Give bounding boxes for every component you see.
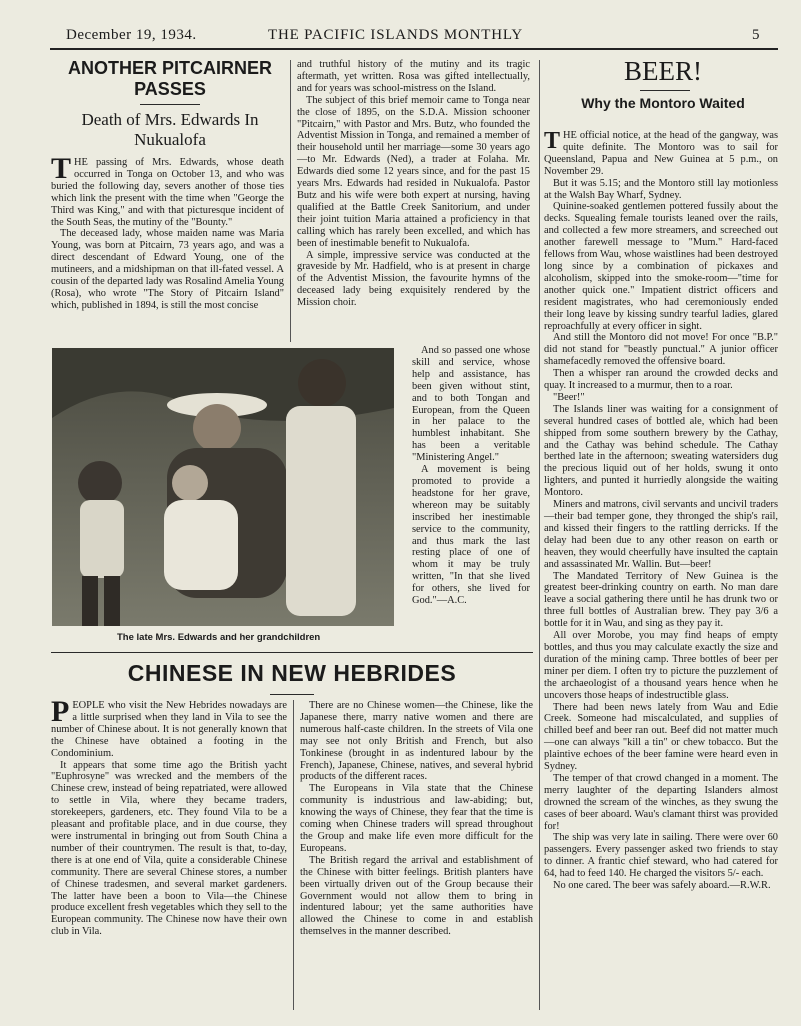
pitcairner-col2-p2: The subject of this brief memoir came to Tonga near the close of 1895, on the S.D.A. Mission schooner "Pitcairn," with Pastor and Mrs. Butz, who founded the Adventist Mission in Tonga, and remained a member of their household until her marriage—some 30 years ago—to Mr. Edwards (Ned), a trader at Folaha. Mr. Edwards died some 12 years since, and for the past 15 years Mrs. Edwards had resided in Nukualofa. Pastor Butz and his wife were both expert at nursing, having qualified at the Battle Creek Sanitorium, and under their joint tuition Maria attained a proficiency in that calling which has rarely been excelled, and which has been of inestimable benefit to Nukualofa. — [297, 94, 530, 249]
header-rule — [50, 48, 778, 50]
pitcairner-col3-p1: And so passed one whose skill and service, whose help and assistance, has been given without stint, and to both Tongan and European, from the Queen in her palace to the humblest inhabitant. She has been a veritable "Ministering Angel." — [412, 345, 530, 464]
beer-p3: Quinine-soaked gentlemen pottered fussily about the decks. Squealing female tourists leaned over the rails, and collected a few more streamers, and screeched out another farewell message to "Mum." Hard-faced fellows from Wau, whose waistlines had been destroyed long since by a combination of pickaxes and alcoholism, skipped into the smoke-room—"time for another quick one." Impatient district officers and resident magistrates, who had ceremoniously ended their long leave by kissing sundry tearful ladies, glared reproachfully at every officer in sight. — [544, 201, 778, 332]
chinese-col1-p1: EOPLE who visit the New Hebrides nowadays are a little surprised when they land in Vila to see the number of Chinese about. It is not generally known that the Chinese have obtained a footing in the Condominium. — [51, 700, 287, 759]
photo-illustration — [52, 348, 394, 626]
beer-p12: The temper of that crowd changed in a moment. The merry laughter of the departing Islanders almost drowned the scream of the winches, as they swung the cases of beer aboard. Wau's clamant thirst was provided for! — [544, 772, 778, 832]
chinese-col2-p3: The British regard the arrival and establishment of the Chinese with bitter feelings. British planters have been virtually driven out of the Group because their Government would not allow them to bring in indentured labour; yet the same authorities have allowed the Chinese to come in and establish themselves in the manner described. — [300, 854, 533, 938]
masthead: THE PACIFIC ISLANDS MONTHLY — [268, 27, 523, 43]
chinese-top-rule — [51, 652, 533, 653]
chinese-col2 — [300, 700, 533, 938]
pitcairner-col2-p1: and truthful history of the mutiny and its tragic aftermath, yet written. Rosa was gifted intellectually, and for years was school-mistress on the Island. — [297, 59, 530, 94]
beer-subhead: Why the Montoro Waited — [581, 95, 745, 111]
beer-p13: The ship was very late in sailing. There were over 60 passengers. Every passenger asked two friends to stay to dinner. A frantic chief steward, who had catered for 64, had to feed 140. He charged the visitors 5/- each. — [544, 832, 778, 880]
page-number: 5 — [752, 27, 760, 43]
pitcairner-headline-rule — [140, 104, 200, 105]
edwards-photo — [52, 348, 394, 626]
column-divider-3 — [293, 700, 294, 1010]
chinese-col1 — [51, 695, 287, 938]
beer-p7: The Islands liner was waiting for a consignment of several hundred cases of bottled ale, which had been shipped from some southern brewery by the Cathay, and the Cathay was behind schedule. The Cathay berthed late in the afternoon; sweating watersiders dug the precious liquid out of her holds, swung it onto lighters, and punted it hurriedly alongside the waiting Montoro. — [544, 403, 778, 499]
beer-p9: The Mandated Territory of New Guinea is the greatest beer-drinking country on earth. No man dare leave a social gathering there until he has drunk two or three full bottles of Australian brew. They pay 3/6 a bottle for it in Wau, and sing as they pay it. — [544, 570, 778, 630]
chinese-headline: CHINESE IN NEW HEBRIDES — [127, 660, 457, 686]
pitcairner-col3 — [412, 345, 530, 607]
beer-dropcap: T — [544, 128, 561, 154]
chinese-col2-p2: The Europeans in Vila state that the Chinese community is industrious and law-abiding; but, knowing the ways of Chinese, they fear that the time is coming when Chinese traders will spread throughout the Group and make life even more difficult for the Europeans. — [300, 783, 533, 854]
pitcairner-subhead: Death of Mrs. Edwards In Nukualofa — [81, 110, 259, 149]
pitcairner-col2 — [297, 59, 530, 309]
column-divider-2 — [539, 60, 540, 1010]
beer-body — [544, 130, 778, 892]
column-divider-1 — [290, 60, 291, 342]
beer-p1: HE official notice, at the head of the gangway, was quite definite. The Montoro was to sail for Queensland, Papua and New Guinea at 5 p.m., on November 29. — [544, 130, 778, 177]
pitcairner-headline: ANOTHER PITCAIRNER PASSES — [67, 58, 272, 99]
photo-caption: The late Mrs. Edwards and her grandchildren — [117, 632, 321, 643]
chinese-col1-p2: It appears that some time ago the British yacht "Euphrosyne" was wrecked and the members of the Chinese crew, instead of being repatriated, were allowed to settle in Vila, where they became traders, storekeepers, gardeners, etc. They found Vila to be a pleasant and profitable place, and in due course, they were instrumental in bringing out from South China a number of their countrymen. The result is that, to-day, there is at one end of Vila, quite a considerable Chinese community. There are several Chinese stores, a number of Chinese tradesmen, and several market gardeners. The latter have been a boon to Vila—the Chinese produce excellent fresh vegetables which they sell to the European community. The Chinese now have their own club in Vila. — [51, 759, 287, 938]
beer-p8: Miners and matrons, civil servants and uncivil traders—their bad temper gone, they thronged the ship's rail, and kissed their fingers to the rattling derricks. If the delay had been due to any other reason on earth or heaven, they would cheerfully have insulted the captain and assassinated Mr. Wallin. But—beer! — [544, 499, 778, 570]
chinese-dropcap: P — [51, 695, 70, 728]
beer-p6: "Beer!" — [553, 391, 585, 403]
beer-p5: Then a whisper ran around the crowded decks and quay. It increased to a murmur, then to a roar. — [544, 368, 778, 392]
beer-p4: And still the Montoro did not move! For once "B.P." did not stand for "beastly punctual." A junior officer shamefacedly removed the offensive board. — [544, 332, 778, 368]
header-date: December 19, 1934. — [66, 27, 197, 43]
beer-p2: But it was 5.15; and the Montoro still lay motionless at the Walsh Bay Wharf, Sydney. — [544, 177, 778, 201]
chinese-col2-p1: There are no Chinese women—the Chinese, like the Japanese there, marry native women and there are numerous half-caste children. In the streets of Vila one may see not only British and French, but also Tonkinese (brought in as indentured labour by the French), Japanese, Chinese, natives, and several hybrid products of the different races. — [300, 700, 533, 783]
pitcairner-col1 — [51, 152, 284, 312]
beer-p14: No one cared. The beer was safely aboard.—R.W.R. — [553, 880, 771, 892]
beer-p10: All over Morobe, you may find heaps of empty bottles, and thus you may calculate exactly the size and duration of the mining camp. Three bottles of beer per miner per diem. I often try to picture the puzzlement of the archaeologist of a thousand years hence when he uncovers those heaps of indestructible glass. — [544, 630, 778, 701]
pitcairner-col1-p2: The deceased lady, whose maiden name was Maria Young, was born at Pitcairn, 73 years ago, and was a direct descendant of Edward Young, one of the mutineers, and a midshipman on that ill-fated vessel. A cousin of the departed lady was Rosalind Amelia Young (Rosa), who wrote "The Story of Pitcairn Island" which, published in 1894, is still the most concise — [51, 228, 284, 311]
beer-headline-rule — [640, 90, 690, 91]
pitcairner-col1-p1: HE passing of Mrs. Edwards, whose death occurred in Tonga on October 13, and who was buried the following day, severs another of those ties which link the present with the time when "George the Third was King," and with that picturesque incident of the South Seas, the mutiny of the "Bounty." — [51, 157, 284, 228]
pitcairner-dropcap: T — [51, 152, 72, 185]
pitcairner-col3-p2: A movement is being promoted to provide a headstone for her grave, whereon may be suitably inscribed her inestimable service to the community, and thus mark the last resting place of one of whom it may be truly written, "In that she lived for others, she lived for God."—A.C. — [412, 464, 530, 607]
beer-headline: BEER! — [624, 56, 702, 86]
beer-p11: There had been news lately from Wau and Edie Creek. Someone had miscalculated, and supplies of chilled beef and beer ran out. Beef did not matter much—one can always "kill a tin" or chew tobacco. But the plaintive echoes of the beer famine were heard even in Sydney. — [544, 701, 778, 773]
pitcairner-col2-p3: A simple, impressive service was conducted at the graveside by Mr. Hadfield, who is at present in charge of the Adventist Mission, the favourite hymns of the deceased lady being exquisitely rendered by the Mission choir. — [297, 249, 530, 309]
chinese-headline-rule — [270, 694, 314, 695]
